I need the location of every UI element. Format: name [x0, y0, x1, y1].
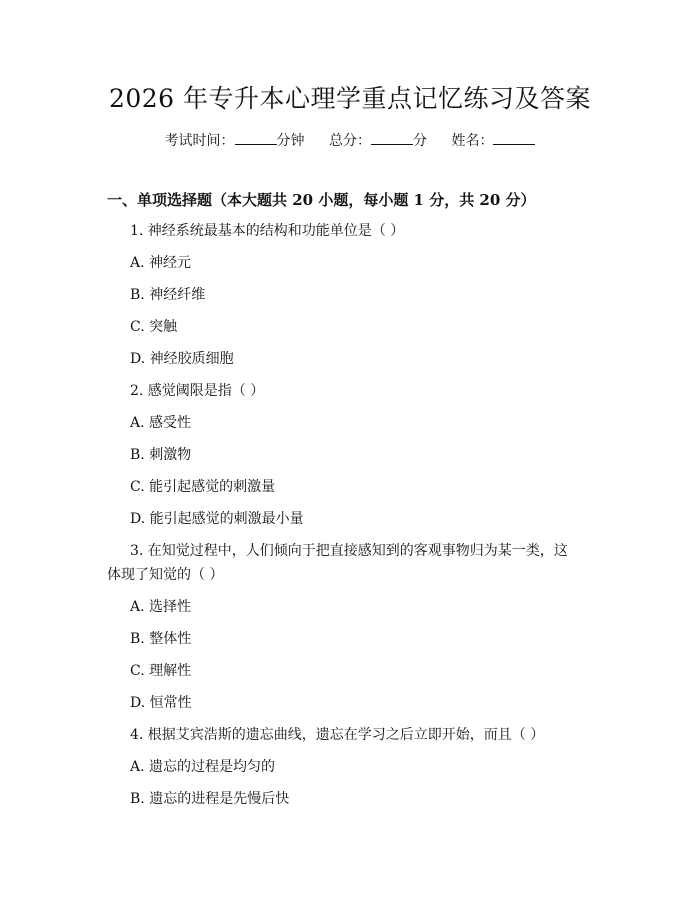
option-2a: A. 感受性	[130, 415, 192, 431]
exam-time: 考试时间： 分钟	[165, 133, 305, 149]
document-title: 2026 年专升本心理学重点记忆练习及答案	[108, 84, 592, 113]
option-3a: A. 选择性	[130, 599, 192, 615]
option-1a: A. 神经元	[130, 255, 192, 271]
option-2d: D. 能引起感觉的刺激最小量	[130, 511, 304, 527]
name-blank	[493, 130, 535, 145]
question-list	[0, 219, 700, 819]
option-3b: B. 整体性	[130, 631, 192, 647]
option-2b: B. 刺激物	[130, 447, 192, 463]
option-4b: B. 遗忘的进程是先慢后快	[130, 791, 290, 807]
question-1: 1. 神经系统最基本的结构和功能单位是（ ）	[130, 223, 405, 239]
question-3: 3. 在知觉过程中，人们倾向于把直接感知到的客观事物归为某一类，这体现了知觉的（ ）	[107, 543, 568, 583]
option-1d: D. 神经胶质细胞	[130, 351, 234, 367]
exam-info	[0, 130, 700, 151]
question-4: 4. 根据艾宾浩斯的遗忘曲线，遗忘在学习之后立即开始，而且（ ）	[130, 727, 545, 743]
student-name: 姓名：	[451, 133, 535, 149]
option-1b: B. 神经纤维	[130, 287, 206, 303]
time-blank	[235, 130, 277, 145]
option-3c: C. 理解性	[130, 663, 192, 679]
option-2c: C. 能引起感觉的刺激量	[130, 479, 276, 495]
option-4a: A. 遗忘的过程是均匀的	[130, 759, 276, 775]
question-2: 2. 感觉阈限是指（ ）	[130, 383, 265, 399]
score-blank	[371, 130, 413, 145]
option-1c: C. 突触	[130, 319, 178, 335]
total-score: 总分： 分	[329, 133, 427, 149]
option-3d: D. 恒常性	[130, 695, 192, 711]
section-heading: 一、单项选择题（本大题共 20 小题，每小题 1 分，共 20 分）	[107, 191, 536, 209]
